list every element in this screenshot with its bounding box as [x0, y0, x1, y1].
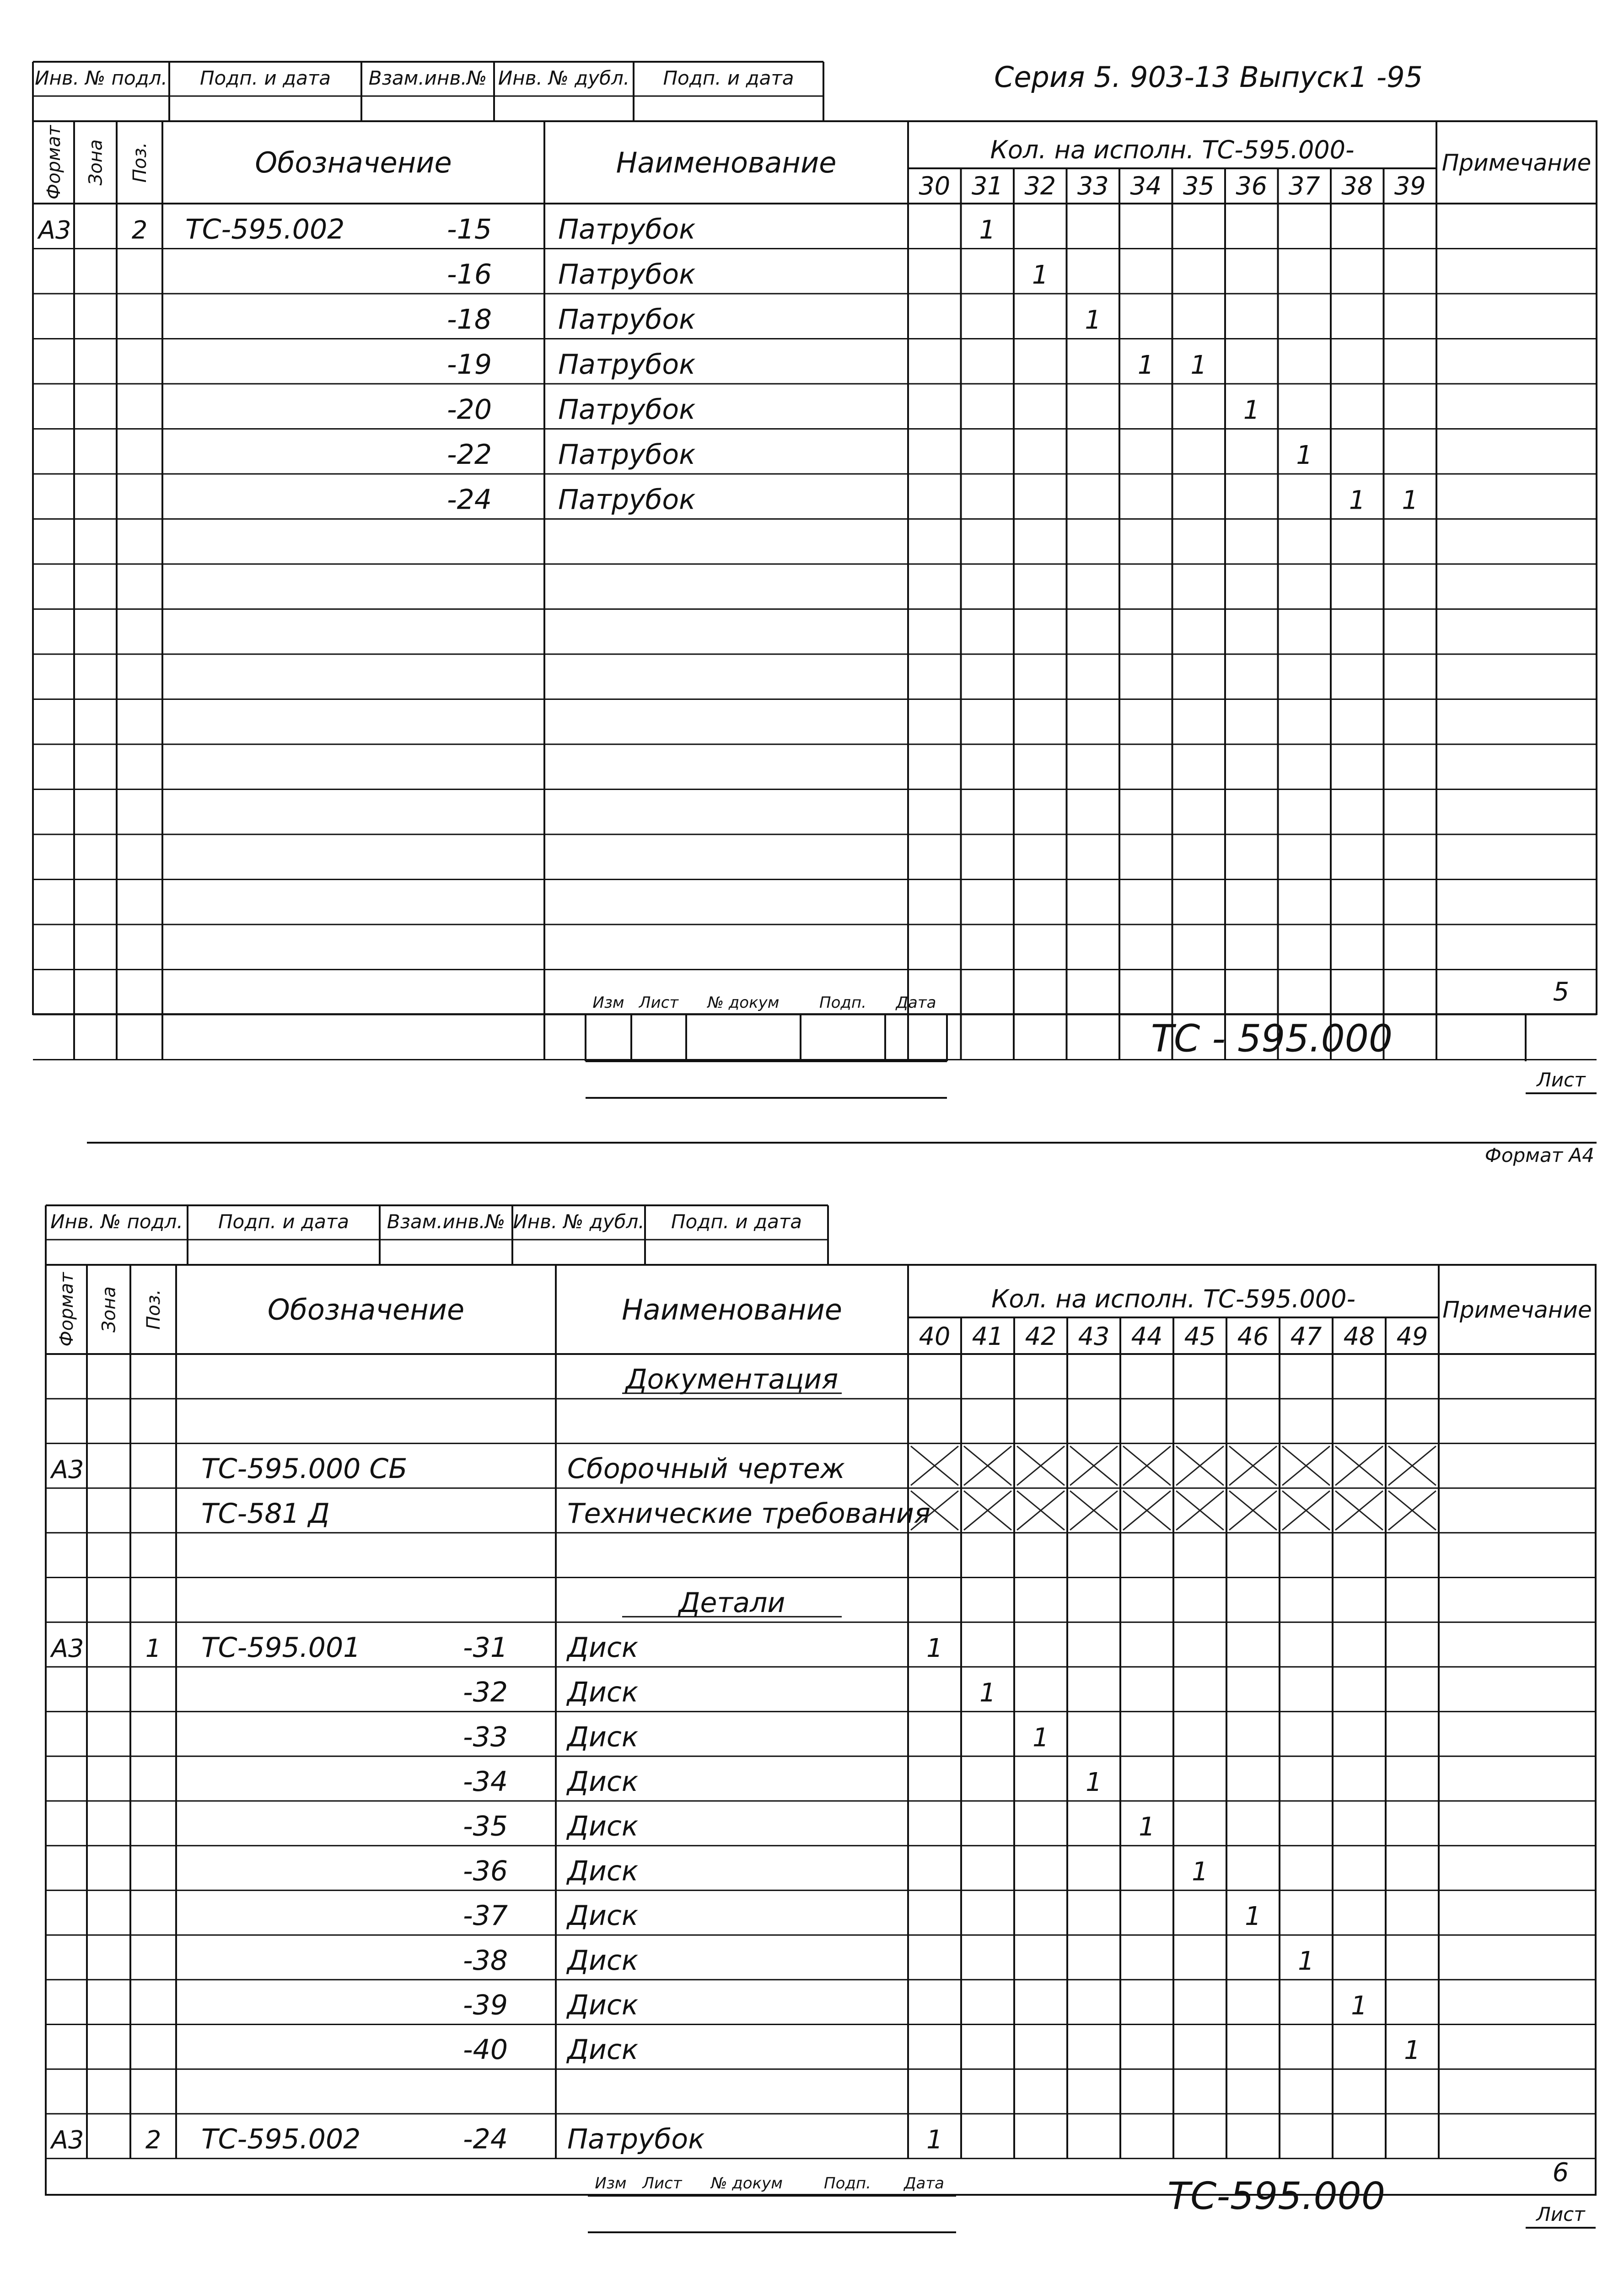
cell-qty: 1 — [1404, 2036, 1420, 2066]
titleblock-label: Изм — [592, 994, 624, 1012]
titleblock-label: Подп. — [819, 994, 866, 1012]
cell-pos: 1 — [145, 1634, 161, 1663]
cell-name: Диск — [567, 1810, 639, 1843]
stamp-header: Подп. и дата — [663, 67, 794, 89]
cell-variant: -18 — [447, 303, 492, 336]
header-format: Формат — [56, 1272, 77, 1347]
cell-name: Диск — [567, 1900, 639, 1932]
section-heading: Документация — [625, 1363, 839, 1396]
cell-qty: 1 — [926, 1633, 943, 1663]
specification-sheet-6 — [0, 1166, 1624, 2284]
document-code: ТС-595.000 — [1167, 2175, 1386, 2218]
cell-qty: 1 — [926, 2125, 943, 2155]
cell-designation: ТС-595.002 — [185, 213, 345, 246]
exec-col-number: 36 — [1236, 172, 1268, 200]
cell-qty: 1 — [1139, 1812, 1155, 1842]
cell-name: Диск — [567, 1855, 639, 1887]
cell-name: Диск — [567, 1676, 639, 1709]
header-pos: Поз. — [143, 1289, 164, 1330]
table-frame — [33, 121, 1597, 1014]
cell-qty: 1 — [1086, 1768, 1102, 1797]
titleblock-label: № докум — [711, 2174, 783, 2193]
cell-variant: -39 — [463, 1989, 508, 2021]
header-pos: Поз. — [129, 142, 151, 183]
stamp-header: Инв. № дубл. — [498, 67, 630, 89]
cell-name: Патрубок — [558, 258, 696, 290]
titleblock-label: Дата — [896, 994, 936, 1012]
cell-qty: 1 — [1032, 260, 1049, 290]
header-qty: Кол. на исполн. ТС-595.000- — [991, 1284, 1356, 1313]
cell-name: Диск — [567, 1721, 639, 1753]
stamp-header: Взам.инв.№ — [368, 67, 487, 89]
sheet-word: Лист — [1536, 2203, 1585, 2225]
exec-col-number: 42 — [1025, 1322, 1057, 1351]
series-label: Серия 5. 903-13 Выпуск1 -95 — [994, 60, 1423, 94]
cell-name: Диск — [567, 1944, 639, 1977]
exec-col-number: 37 — [1288, 172, 1320, 200]
header-qty: Кол. на исполн. ТС-595.000- — [990, 135, 1355, 164]
exec-col-number: 40 — [919, 1322, 951, 1351]
cell-qty: 1 — [1402, 485, 1419, 516]
stamp-header: Подп. и дата — [671, 1210, 802, 1233]
cell-variant: -20 — [447, 393, 492, 426]
cell-format: А3 — [38, 215, 71, 245]
exec-col-number: 49 — [1396, 1322, 1428, 1351]
exec-col-number: 32 — [1024, 172, 1056, 200]
exec-col-number: 46 — [1237, 1322, 1269, 1351]
section-heading: Детали — [678, 1587, 785, 1619]
cell-name: Сборочный чертеж — [567, 1453, 845, 1485]
cell-variant: -32 — [463, 1676, 508, 1709]
document-code: ТС - 595.000 — [1151, 1017, 1393, 1061]
cell-name: Патрубок — [558, 393, 696, 426]
sheet-word: Лист — [1537, 1069, 1586, 1091]
cell-variant: -34 — [463, 1766, 508, 1798]
cell-name: Патрубок — [558, 303, 696, 336]
exec-col-number: 41 — [972, 1322, 1004, 1351]
exec-col-number: 48 — [1343, 1322, 1375, 1351]
header-name: Наименование — [616, 146, 837, 179]
cell-qty: 1 — [1351, 1991, 1367, 2021]
titleblock-label: Подп. — [824, 2174, 871, 2193]
exec-col-number: 44 — [1131, 1322, 1163, 1351]
cell-qty: 1 — [1192, 1857, 1208, 1887]
cell-variant: -37 — [463, 1900, 508, 1932]
stamp-header: Инв. № подл. — [35, 67, 167, 89]
stamp-header: Инв. № дубл. — [513, 1210, 645, 1233]
cell-designation: ТС-595.001 — [201, 1631, 361, 1664]
cell-name: Патрубок — [567, 2123, 705, 2155]
cell-qty: 1 — [1085, 305, 1102, 335]
cell-name: Диск — [567, 1989, 639, 2021]
cell-name: Диск — [567, 1631, 639, 1664]
titleblock-label: Лист — [639, 994, 679, 1012]
stamp-header: Подп. и дата — [218, 1210, 350, 1233]
stamp-header: Подп. и дата — [199, 67, 331, 89]
cell-designation: ТС-581 Д — [201, 1497, 330, 1530]
cell-variant: -31 — [463, 1631, 508, 1664]
cell-format: А3 — [51, 1634, 84, 1663]
header-name: Наименование — [622, 1293, 842, 1327]
cell-qty: 1 — [1190, 350, 1207, 380]
cell-name: Диск — [567, 2034, 639, 2066]
header-zone: Зона — [98, 1286, 120, 1333]
cell-variant: -38 — [463, 1944, 508, 1977]
sheet-number: 5 — [1553, 977, 1570, 1007]
cell-variant: -16 — [447, 258, 492, 290]
cell-format: А3 — [51, 1455, 84, 1484]
cell-qty: 1 — [1298, 1946, 1314, 1976]
cell-variant: -24 — [463, 2123, 508, 2155]
titleblock-label: Лист — [642, 2174, 682, 2193]
header-note: Примечание — [1441, 150, 1592, 176]
exec-col-number: 39 — [1394, 172, 1426, 200]
cell-variant: -40 — [463, 2034, 508, 2066]
exec-col-number: 30 — [919, 172, 951, 200]
stamp-header: Инв. № подл. — [50, 1210, 183, 1233]
cell-qty: 1 — [1245, 1902, 1261, 1932]
cell-name: Патрубок — [558, 213, 696, 246]
sheet-6-drawing — [0, 1166, 1624, 2284]
cell-pos: 2 — [145, 2125, 161, 2155]
cell-qty: 1 — [979, 215, 996, 245]
format-label: Формат А4 — [1484, 1144, 1594, 1166]
header-designation: Обозначение — [267, 1293, 465, 1327]
exec-col-number: 45 — [1184, 1322, 1216, 1351]
cell-variant: -24 — [447, 484, 492, 516]
titleblock-label: Изм — [595, 2174, 627, 2193]
cell-variant: -33 — [463, 1721, 508, 1753]
exec-col-number: 31 — [971, 172, 1003, 200]
titleblock-label: № докум — [707, 994, 780, 1012]
table-frame — [46, 1265, 1596, 2195]
cell-name: Технические требования — [567, 1497, 930, 1530]
sheet-number: 6 — [1552, 2158, 1569, 2187]
titleblock-label: Дата — [903, 2174, 945, 2193]
cell-qty: 1 — [1032, 1723, 1049, 1753]
exec-col-number: 34 — [1130, 172, 1162, 200]
header-note: Примечание — [1442, 1296, 1592, 1323]
header-designation: Обозначение — [255, 146, 452, 179]
cell-pos: 2 — [131, 215, 148, 245]
cell-name: Диск — [567, 1766, 639, 1798]
cell-name: Патрубок — [558, 439, 696, 471]
exec-col-number: 47 — [1290, 1322, 1322, 1351]
stamp-header: Взам.инв.№ — [387, 1210, 505, 1233]
cell-variant: -36 — [463, 1855, 508, 1887]
cell-variant: -35 — [463, 1810, 508, 1843]
exec-col-number: 33 — [1077, 172, 1109, 200]
cell-variant: -22 — [447, 439, 492, 471]
cell-qty: 1 — [1137, 350, 1154, 380]
header-format: Формат — [43, 125, 65, 200]
cell-variant: -19 — [447, 349, 492, 381]
exec-col-number: 43 — [1078, 1322, 1110, 1351]
cell-qty: 1 — [1296, 441, 1313, 470]
cell-name: Патрубок — [558, 484, 696, 516]
header-zone: Зона — [85, 139, 107, 186]
cell-designation: ТС-595.000 СБ — [201, 1453, 408, 1485]
exec-col-number: 35 — [1183, 172, 1215, 200]
cell-format: А3 — [51, 2125, 84, 2155]
cell-name: Патрубок — [558, 349, 696, 381]
cell-qty: 1 — [1349, 485, 1366, 516]
cell-qty: 1 — [979, 1678, 996, 1708]
exec-col-number: 38 — [1341, 172, 1373, 200]
cell-variant: -15 — [447, 213, 492, 246]
cell-designation: ТС-595.002 — [201, 2123, 361, 2155]
cell-qty: 1 — [1243, 395, 1260, 425]
